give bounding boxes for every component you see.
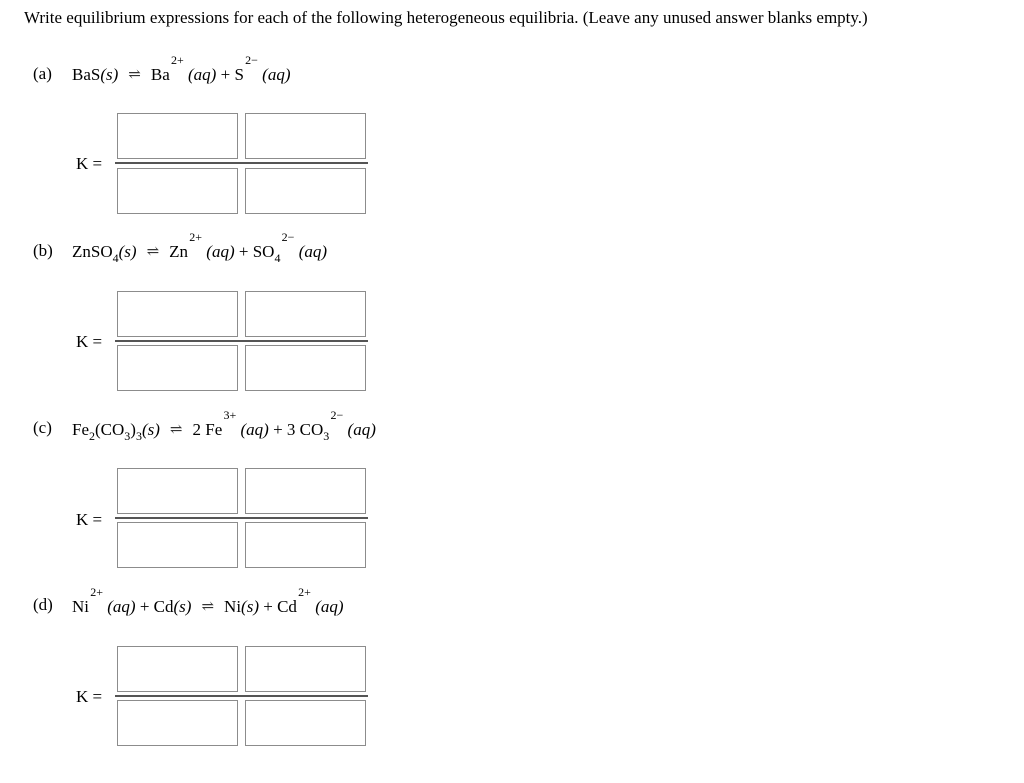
- reaction-equation: $Fe_2(CO_3)_3(s)$ ⇌ 2 Fe 3+ (aq) + 3 $CO_3$ 2− (aq): [72, 408, 376, 443]
- k-label: K =: [76, 687, 103, 706]
- equilibrium-arrow: ⇌: [146, 244, 160, 260]
- plus-sign: +: [273, 420, 283, 439]
- product-species: $SO_4$ 2−: [252, 230, 295, 265]
- product-species: Fe 3+: [205, 408, 237, 439]
- charge: 2−: [281, 230, 295, 244]
- reactant-species: Ni 2+: [72, 585, 103, 616]
- reactant-species: BaS: [72, 65, 101, 84]
- k-label: K =: [76, 332, 103, 351]
- k-label: K =: [76, 154, 103, 173]
- equilibrium-arrow: ⇌: [201, 599, 215, 615]
- reactant-species: ZnSO$_4$: [72, 242, 119, 265]
- charge: 2−: [245, 53, 258, 67]
- reaction-equation: ZnSO$_4$(s) ⇌ Zn 2+ $(aq) + SO_4$ 2− (aq): [72, 230, 328, 265]
- reactant-species: Cd: [153, 597, 174, 616]
- plus-sign: +: [238, 242, 249, 261]
- plus-sign: +: [139, 597, 150, 616]
- product-species: Zn 2+: [169, 230, 203, 261]
- denominator-blank-1[interactable]: [117, 345, 238, 391]
- coefficient: 2: [192, 420, 201, 439]
- instruction-text: Write equilibrium expressions for each of the following heterogeneous equilibria. (Leave any unused answer blanks empty.): [24, 8, 868, 27]
- fraction-bar: [115, 517, 368, 519]
- product-species: Cd 2+: [277, 585, 311, 616]
- numerator-blank-1[interactable]: [117, 468, 238, 514]
- reaction-equation: BaS(s) ⇌ Ba 2+ (aq) + S 2− (aq): [72, 53, 291, 84]
- product-species: $CO_3$ 2−: [299, 408, 344, 443]
- numerator-blank-1[interactable]: [117, 291, 238, 337]
- k-label: K =: [76, 510, 103, 529]
- denominator-blank-2[interactable]: [245, 345, 366, 391]
- charge: 2−: [330, 408, 344, 422]
- denominator-blank-2[interactable]: [245, 522, 366, 568]
- equilibrium-arrow: ⇌: [128, 67, 141, 83]
- charge: 2+: [298, 585, 311, 599]
- numerator-blank-2[interactable]: [245, 646, 366, 692]
- part-label: (b): [33, 241, 53, 260]
- fraction-bar: [115, 340, 368, 342]
- denominator-blank-1[interactable]: [117, 168, 238, 214]
- plus-sign: +: [220, 65, 231, 84]
- part-label: (a): [33, 64, 52, 83]
- product-species: S 2−: [234, 53, 258, 84]
- product-species: Ba 2+: [150, 53, 184, 84]
- part-label: (c): [33, 418, 52, 437]
- denominator-blank-2[interactable]: [245, 168, 366, 214]
- reaction-equation: Ni 2+ (aq) + Cd(s) ⇌ Ni(s) + Cd 2+ (aq): [72, 585, 344, 616]
- product-species: Ni: [224, 597, 242, 616]
- charge: 2+: [189, 230, 203, 244]
- plus-sign: +: [263, 597, 273, 616]
- reactant-species: $Fe_2(CO_3)_3$: [72, 420, 142, 443]
- charge: 3+: [223, 408, 237, 422]
- fraction-bar: [115, 695, 368, 697]
- denominator-blank-1[interactable]: [117, 522, 238, 568]
- numerator-blank-2[interactable]: [245, 468, 366, 514]
- denominator-blank-1[interactable]: [117, 700, 238, 746]
- charge: 2+: [90, 585, 103, 599]
- numerator-blank-2[interactable]: [245, 291, 366, 337]
- numerator-blank-1[interactable]: [117, 646, 238, 692]
- part-label: (d): [33, 595, 53, 614]
- charge: 2+: [170, 53, 184, 67]
- coefficient: 3: [286, 420, 296, 439]
- denominator-blank-2[interactable]: [245, 700, 366, 746]
- equilibrium-arrow: ⇌: [169, 422, 183, 438]
